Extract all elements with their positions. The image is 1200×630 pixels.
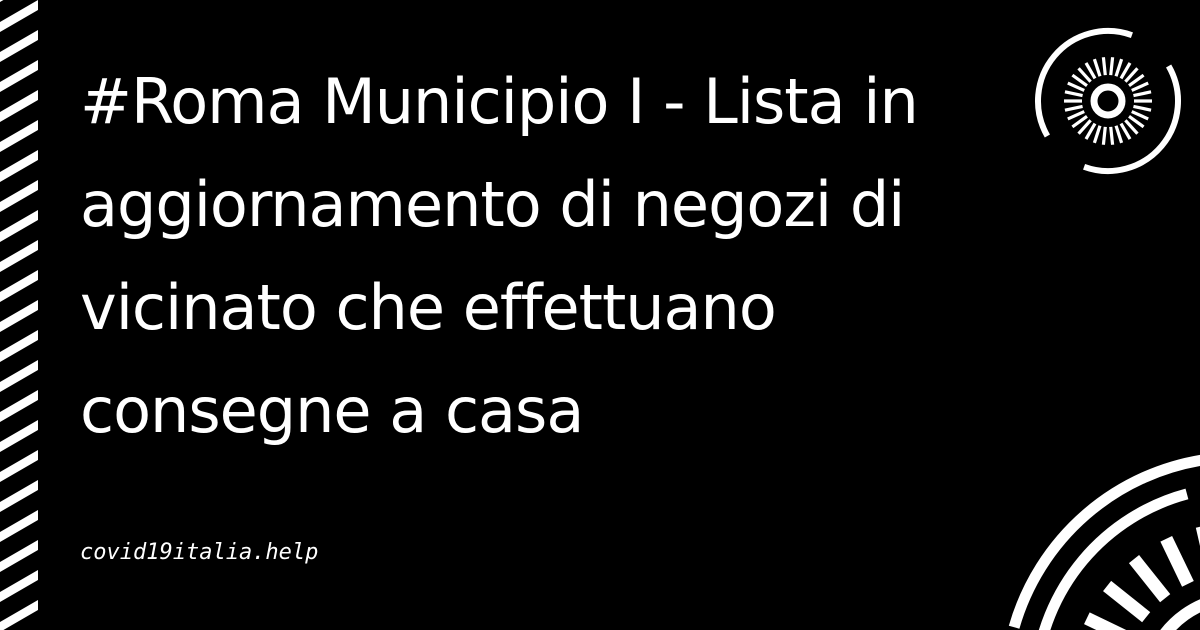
- logo-spoke: [1103, 57, 1105, 75]
- logo-spoke: [1094, 59, 1100, 76]
- logo-spoke: [1134, 559, 1165, 598]
- logo-spoke: [1116, 126, 1122, 143]
- post-title: #Roma Municipio I - Lista in aggiornamento di negozi di vicinato che effettuano consegne a casa: [80, 65, 918, 447]
- logo-spoke: [1094, 126, 1100, 143]
- logo-spoke: [1132, 112, 1148, 119]
- logo-spoke: [1111, 127, 1113, 145]
- logo-spoke: [1103, 127, 1105, 145]
- site-url: covid19italia.help: [80, 540, 319, 565]
- logo-spoke: [1116, 59, 1122, 76]
- logo-spoke: [1107, 586, 1146, 617]
- logo-spoke: [1111, 57, 1113, 75]
- logo-spoke: [1065, 92, 1083, 96]
- covid19italia-logo-large-icon: [990, 382, 1200, 630]
- logo-spoke: [1068, 112, 1084, 119]
- diagonal-stripes-border: [0, 0, 38, 630]
- logo-spoke: [1166, 539, 1188, 584]
- logo-spoke: [1132, 83, 1148, 90]
- covid19italia-logo-icon: [1032, 20, 1184, 182]
- logo-spoke: [1133, 92, 1151, 96]
- logo-spoke: [1133, 106, 1151, 110]
- logo-spoke: [1065, 106, 1083, 110]
- logo-spoke: [1068, 83, 1084, 90]
- logo-spoke: [1087, 618, 1132, 630]
